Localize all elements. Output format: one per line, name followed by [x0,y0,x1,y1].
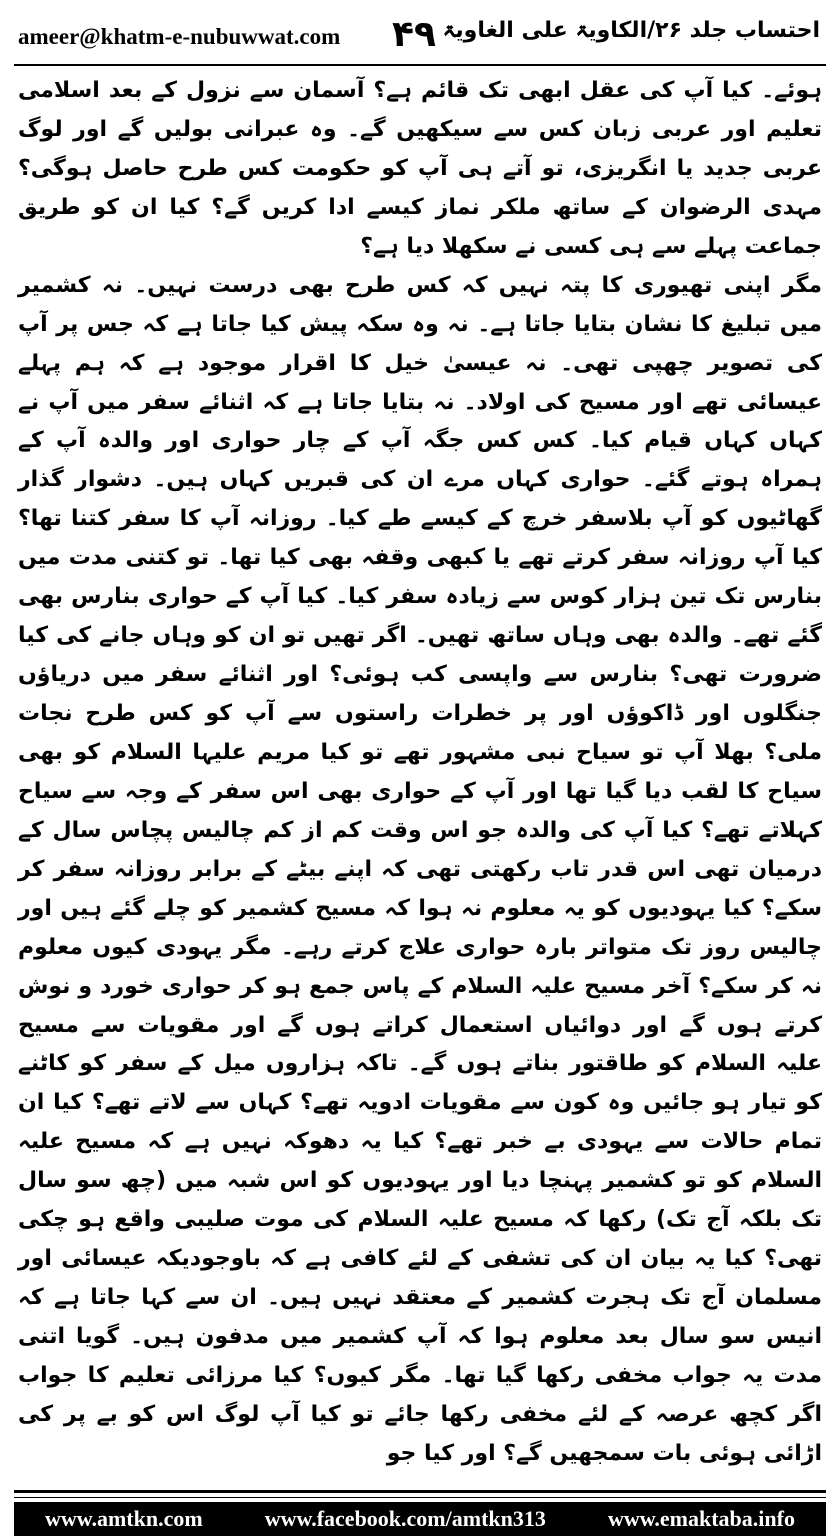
body-text [18,72,822,1474]
header-divider [14,64,826,66]
page-number: ۴۹ [392,14,436,55]
page-header [14,14,826,60]
header-email: ameer@khatm-e-nubuwwat.com [18,24,341,49]
footer-link-facebook[interactable]: www.facebook.com/amtkn313 [264,1506,546,1531]
footer-link-emaktaba[interactable]: www.emaktaba.info [607,1506,795,1531]
book-title: احتساب جلد ۲۶/الکاویۃ علی الغاویۃ [442,18,820,43]
paragraph-1: ہوئے۔ کیا آپ کی عقل ابھی تک قائم ہے؟ آسمان سے نزول کے بعد اسلامی تعلیم اور عربی زبان کس سے سیکھیں گے۔ وہ عبرانی بولیں گے اور لوگ عربی جدید یا انگریزی، تو آتے ہی آپ کو حکومت کس طرح حاصل ہوگی؟ مہدی الرضوان کے ساتھ ملکر نماز کیسے ادا کریں گے؟ کیا ان کو طریق جماعت پہلے سے ہی کسی نے سکھلا دیا ہے؟ [18,78,822,259]
footer-bar [14,1502,826,1536]
footer-divider-thin [14,1497,826,1498]
paragraph-2: مگر اپنی تھیوری کا پتہ نہیں کہ کس طرح بھی درست نہیں۔ نہ کشمیر میں تبلیغ کا نشان بتایا جاتا ہے۔ نہ وہ سکہ پیش کیا جاتا ہے کہ جس پر آپ کی تصویر چھپی تھی۔ نہ عیسیٰ خیل کا اقرار موجود ہے کہ ہم پہلے عیسائی تھے اور مسیح کی اولاد۔ نہ بتایا جاتا ہے کہ اثنائے سفر میں آپ نے کہاں کہاں قیام کیا۔ کس کس جگہ آپ کے چار حواری اور والدہ آپ کے ہمراہ ہوتے گئے۔ حواری کہاں مرے ان کی قبریں کہاں ہیں۔ دشوار گذار گھاٹیوں کو آپ بلاسفر خرچ کے کیسے طے کیا۔ روزانہ آپ کا سفر کتنا تھا؟ کیا آپ روزانہ سفر کرتے تھے یا کبھی وقفہ بھی کیا تھا۔ تو کتنی مدت میں بنارس تک تین ہزار کوس سے زیادہ سفر کیا۔ کیا آپ کے حواری بنارس بھی گئے تھے۔ والدہ بھی وہاں ساتھ تھیں۔ اگر تھیں تو ان کو وہاں جانے کی کیا ضرورت تھی؟ بنارس سے واپسی کب ہوئی؟ اور اثنائے سفر میں دریاؤں جنگلوں اور ڈاکوؤں اور پر خطرات راستوں سے آپ کو کس طرح نجات ملی؟ بھلا آپ تو سیاح نبی مشہور تھے تو کیا مریم علیہا السلام کو بھی سیاح کا لقب دیا گیا تھا اور آپ کے حواری بھی اس سفر کے وجہ سے سیاح کہلاتے تھے؟ کیا آپ کی والدہ جو اس وقت کم از کم چالیس پچاس سال کے درمیان تھی اس قدر تاب رکھتی تھی کہ اپنے بیٹے کے برابر روزانہ سفر کر سکے؟ کیا یہودیوں کو یہ معلوم نہ ہوا کہ مسیح کشمیر کو چلے گئے ہیں اور چالیس روز تک متواتر بارہ حواری علاج کرتے رہے۔ مگر یہودی کیوں معلوم نہ کر سکے؟ آخر مسیح علیہ السلام کے پاس جمع ہو کر حواری خورد و نوش کرتے ہوں گے اور دوائیاں استعمال کراتے ہوں گے اور مقویات سے مسیح علیہ السلام کو طاقتور بناتے ہوں گے۔ تاکہ ہزاروں میل کے سفر کو کاٹنے کو تیار ہو جائیں وہ کون سے مقویات ادویہ تھے؟ کہاں سے لاتے تھے؟ کیا ان تمام حالات سے یہودی بے خبر تھے؟ کیا یہ دھوکہ نہیں ہے کہ مسیح علیہ السلام کو تو کشمیر پہنچا دیا اور یہودیوں کو اس شبہ میں (چھ سو سال تک بلکہ آج تک) رکھا کہ مسیح علیہ السلام کی موت صلیبی واقع ہو چکی تھی؟ کیا یہ بیان ان کی تشفی کے لئے کافی ہے کہ باوجودیکہ عیسائی اور مسلمان آج تک ہجرت کشمیر کے معتقد نہیں ہیں۔ ان سے کہا جاتا ہے کہ انیس سو سال بعد معلوم ہوا کہ آپ کشمیر میں مدفون ہیں۔ گویا اتنی مدت یہ جواب مخفی رکھا گیا تھا۔ مگر کیوں؟ کیا مرزائی تعلیم کا جواب اگر کچھ عرصہ کے لئے مخفی رکھا جائے تو کیا آپ لوگ اس کو بے پر کی اڑائی ہوئی بات سمجھیں گے؟ اور کیا جو [18,272,822,1466]
footer-divider-thick [14,1490,826,1493]
footer-link-amtkn[interactable]: www.amtkn.com [45,1506,203,1531]
